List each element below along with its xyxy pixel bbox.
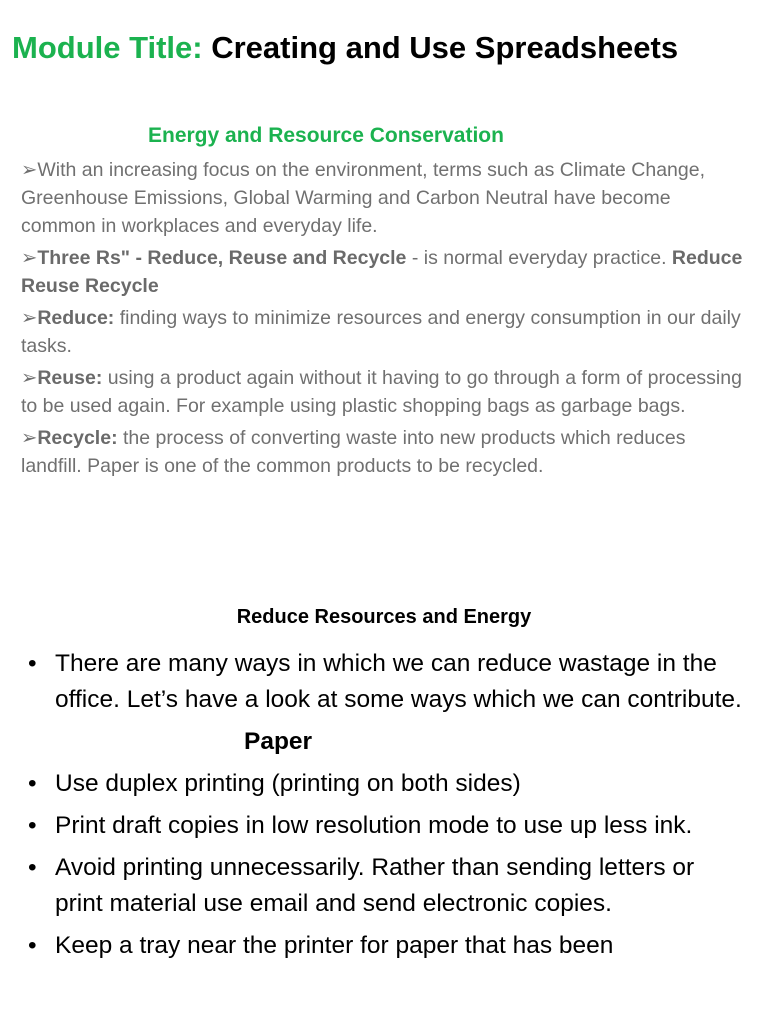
list-item-text: Use duplex printing (printing on both sides)	[55, 770, 521, 797]
paper-heading: Paper	[244, 728, 313, 755]
note-paragraph	[21, 156, 746, 240]
note-bold: Reuse:	[37, 367, 103, 389]
list-item-text: Avoid printing unnecessarily. Rather than sending letters or print material use email and send electronic copies.	[55, 854, 695, 917]
note-text: using a product again without it having to go through a form of processing to be used again. For example using plastic shopping bags as garbage bags.	[21, 367, 742, 417]
note-paragraph	[21, 304, 746, 360]
bullet-icon: •	[28, 932, 37, 959]
note-text: the process of converting waste into new products which reduces landfill. Paper is one of the common products to be recycled.	[21, 427, 686, 477]
note-bold: Reduce Reuse Recycle	[21, 247, 743, 297]
arrow-bullet-icon: ➢	[21, 307, 38, 329]
note-bold: Three Rs" - Reduce, Reuse and Recycle	[37, 247, 407, 269]
note-paragraph	[21, 424, 746, 480]
list-item	[28, 766, 748, 802]
list-item	[28, 928, 748, 964]
arrow-bullet-icon: ➢	[21, 427, 38, 449]
section-heading: Reduce Resources and Energy	[236, 606, 532, 628]
note-text: With an increasing focus on the environment, terms such as Climate Change, Greenhouse Emissions, Global Warming and Carbon Neutral have become common in workplaces and everyday life.	[21, 159, 705, 237]
conservation-notes	[21, 156, 746, 484]
bullet-icon: •	[28, 854, 37, 881]
note-paragraph	[21, 364, 746, 420]
list-item-text: Keep a tray near the printer for paper that has been	[55, 932, 614, 959]
module-title-text: Creating and Use Spreadsheets	[211, 30, 679, 65]
list-item	[28, 808, 748, 844]
note-bold: Reduce:	[37, 307, 115, 329]
bullet-icon: •	[28, 650, 37, 677]
note-text: finding ways to minimize resources and energy consumption in our daily tasks.	[21, 307, 741, 357]
list-item-text: There are many ways in which we can reduce wastage in the office. Let’s have a look at some ways which we can contribute.	[55, 650, 742, 713]
list-item	[28, 850, 748, 922]
note-bold: Recycle:	[37, 427, 118, 449]
list-item	[28, 646, 748, 718]
bullet-icon: •	[28, 812, 37, 839]
module-title	[12, 30, 678, 66]
note-text: - is normal everyday practice.	[406, 247, 672, 269]
bullet-icon: •	[28, 770, 37, 797]
arrow-bullet-icon: ➢	[21, 247, 38, 269]
section-subtitle: Energy and Resource Conservation	[148, 124, 504, 147]
arrow-bullet-icon: ➢	[21, 367, 38, 389]
list-item-text: Print draft copies in low resolution mode to use up less ink.	[55, 812, 693, 839]
module-title-label: Module Title:	[12, 30, 203, 65]
bullet-list	[28, 646, 748, 970]
arrow-bullet-icon: ➢	[21, 159, 38, 181]
note-paragraph	[21, 244, 746, 300]
